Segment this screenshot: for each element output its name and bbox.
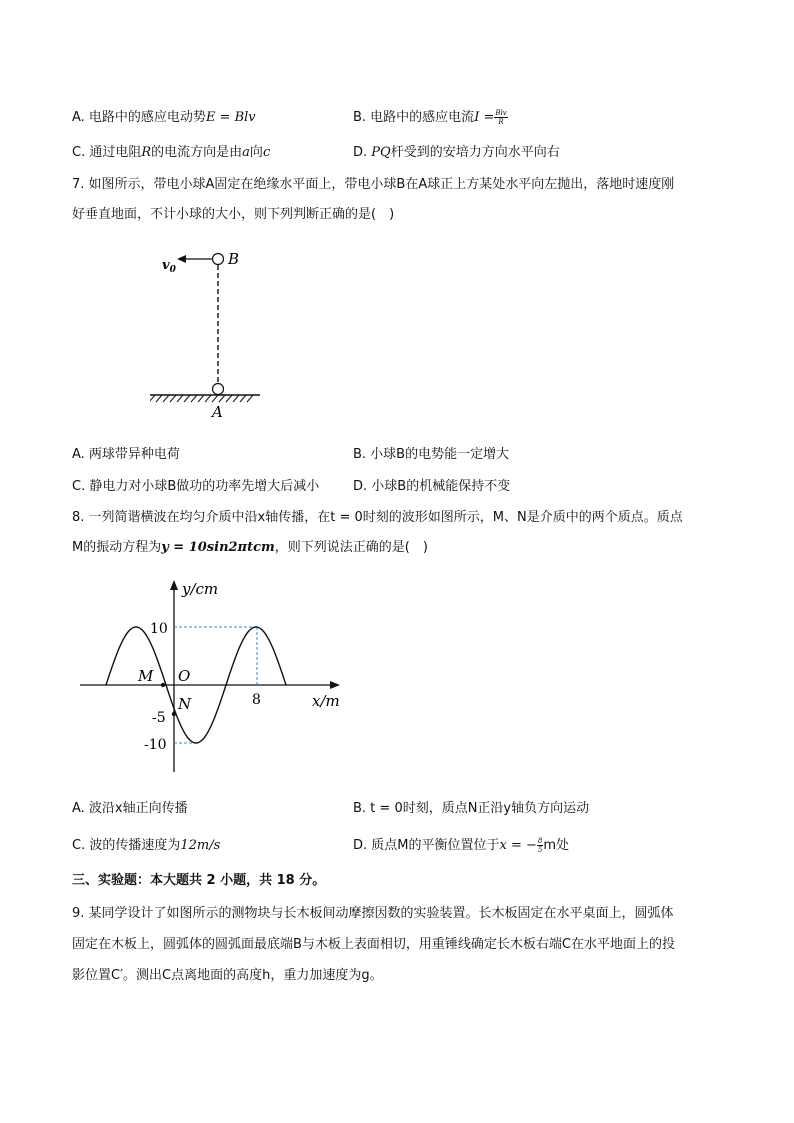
tick-label-neg10: -10: [144, 737, 167, 753]
tick-label-8: 8: [252, 692, 261, 708]
q8-stem-line2-a: M的振动方程为: [72, 540, 162, 555]
q9-stem-line3: 影位置C′。测出C点离地面的高度h，重力加速度为g。: [72, 968, 383, 983]
q6-option-c-r: R: [141, 145, 152, 160]
ball-b: [213, 254, 224, 265]
tick-label-neg5: -5: [152, 710, 166, 726]
q7-option-a: A. 两球带异种电荷: [72, 447, 180, 462]
hatch-line: [184, 395, 190, 402]
hatch-line: [205, 395, 211, 402]
hatch-line: [212, 395, 218, 402]
hatch-line: [170, 395, 176, 402]
q6-option-d-pq: PQ: [371, 145, 391, 160]
hatch-line: [191, 395, 197, 402]
ball-a: [213, 384, 224, 395]
hatch-line: [163, 395, 169, 402]
q6-option-b: [353, 108, 508, 128]
fraction-denominator: 5: [537, 846, 543, 854]
q6-option-a-text: A. 电路中的感应电动势: [72, 110, 206, 125]
q6-option-c-c: c: [262, 145, 271, 160]
hatch-line: [240, 395, 246, 402]
point-n: [172, 712, 176, 716]
q7-stem-line2: 好垂直地面，不计小球的大小，则下列判断正确的是( ): [72, 207, 395, 222]
q8-option-d: [353, 836, 569, 856]
q8-wave-figure: [72, 572, 362, 782]
q8-option-c-text: C. 波的传播速度为: [72, 838, 181, 853]
v0-label: $v_0$: [162, 258, 176, 275]
q8-vibration-equation: y = 10sin2πtcm: [161, 540, 275, 555]
q8-option-d-formula: x = −: [499, 838, 537, 853]
q8-option-c: [72, 836, 220, 856]
point-n-label: N: [178, 695, 192, 713]
point-m-label: M: [138, 667, 154, 685]
q6-option-a-formula: E = Blv: [205, 110, 256, 125]
q9-stem-line2: 固定在木板上，圆弧体的圆弧面最底端B与木板上表面相切，用重锤线确定长木板右端C在水平地面上的投: [72, 937, 675, 952]
q7-option-c: C. 静电力对小球B做功的功率先增大后减小: [72, 479, 320, 494]
hatch-line: [150, 395, 155, 402]
fraction-denominator: R: [498, 118, 504, 126]
q6-option-d: [353, 143, 560, 163]
y-axis-label: y/cm: [182, 580, 219, 598]
fraction-numerator: 8: [537, 837, 543, 845]
hatch-line: [177, 395, 183, 402]
hatch-line: [226, 395, 232, 402]
q6-option-c-text2: 的电流方向是由: [151, 145, 243, 160]
q8-option-d-unit: m处: [543, 838, 570, 853]
hatch-line: [198, 395, 204, 402]
hatch-line: [233, 395, 239, 402]
q8-stem-line2-b: ，则下列说法正确的是( ): [274, 540, 428, 555]
ball-b-label: B: [228, 250, 240, 268]
tick-label-10: 10: [150, 621, 168, 637]
origin-label: O: [178, 667, 191, 685]
q6-option-d-text2: 杆受到的安培力方向水平向右: [390, 145, 560, 160]
q9-stem-line1: 9. 某同学设计了如图所示的测物块与长木板间动摩擦因数的实验装置。长木板固定在水平桌面上，圆弧体: [72, 906, 674, 921]
q6-option-c-a: a: [242, 145, 250, 160]
q6-option-a: [72, 108, 256, 128]
point-m: [161, 683, 165, 687]
q8-option-b: B. t = 0时刻，质点N正沿y轴负方向运动: [353, 801, 590, 816]
fraction-numerator: Blv: [495, 109, 507, 117]
q6-option-c-text1: C. 通过电阻: [72, 145, 142, 160]
hatch-line: [219, 395, 225, 402]
hatch-line: [247, 395, 253, 402]
velocity-arrowhead: [177, 255, 186, 263]
ball-a-label: A: [212, 403, 223, 421]
q6-option-b-fraction: [494, 109, 507, 126]
q6-option-b-formula: I =: [474, 110, 495, 125]
y-axis-arrow: [170, 580, 178, 590]
q8-stem-line1: 8. 一列简谐横波在均匀介质中沿x轴传播，在t = 0时刻的波形如图所示，M、N是介质中的两个质点。质点: [72, 510, 683, 525]
x-axis-arrow: [330, 681, 340, 689]
ground-hatching: [150, 395, 253, 402]
q7-option-b: B. 小球B的电势能一定增大: [353, 447, 510, 462]
q7-figure: [150, 245, 280, 425]
q7-option-d: D. 小球B的机械能保持不变: [353, 479, 511, 494]
q8-option-c-value: 12m/s: [180, 838, 221, 853]
q6-option-b-text: B. 电路中的感应电流: [353, 110, 475, 125]
q7-stem-line1: 7. 如图所示，带电小球A固定在绝缘水平面上，带电小球B在A球正上方某处水平向左抛出，落地时速度刚: [72, 177, 675, 192]
q8-option-d-text: D. 质点M的平衡位置位于: [353, 838, 500, 853]
q6-option-c: [72, 143, 270, 163]
x-axis-label: x/m: [312, 692, 340, 710]
hatch-line: [156, 395, 162, 402]
q6-option-d-text1: D.: [353, 145, 372, 160]
q8-option-a: A. 波沿x轴正向传播: [72, 801, 188, 816]
section-3-title: 三、实验题：本大题共 2 小题，共 18 分。: [72, 873, 326, 888]
q8-stem-line2: [72, 538, 428, 558]
q6-option-c-text3: 向: [249, 145, 263, 160]
